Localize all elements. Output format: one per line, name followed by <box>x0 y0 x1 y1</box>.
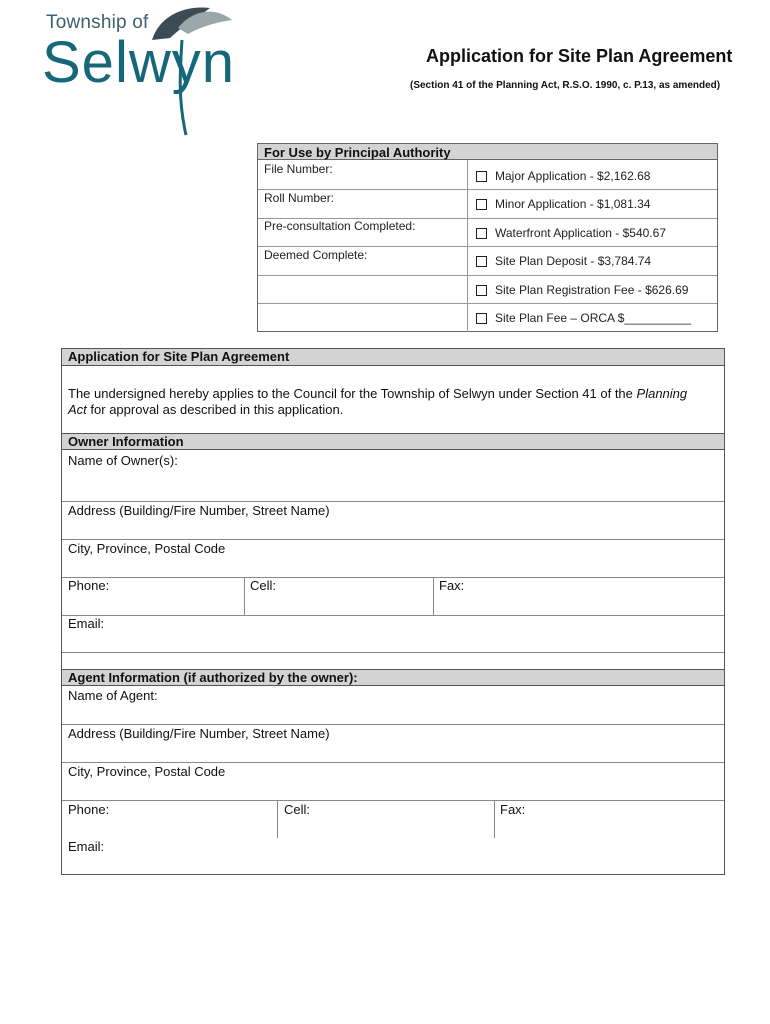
page-subtitle: (Section 41 of the Planning Act, R.S.O. 1990, c. P.13, as amended) <box>410 80 721 91</box>
owner-fax-field[interactable]: Fax: <box>439 578 465 593</box>
orca-fee-option[interactable]: Site Plan Fee – ORCA $__________ <box>476 311 691 325</box>
owner-email-field[interactable]: Email: <box>68 616 105 631</box>
row-divider <box>62 800 724 801</box>
logo-township-text: Township of <box>46 12 149 33</box>
agent-info-heading: Agent Information (if authorized by the owner): <box>62 669 724 686</box>
row-divider <box>62 762 724 763</box>
major-application-option[interactable]: Major Application - $2,162.68 <box>476 169 650 183</box>
checkbox-icon[interactable] <box>476 285 487 296</box>
owner-address-field[interactable]: Address (Building/Fire Number, Street Name) <box>68 503 330 518</box>
row-divider <box>258 275 717 276</box>
row-divider <box>62 501 724 502</box>
row-divider <box>258 189 717 190</box>
checkbox-icon[interactable] <box>476 313 487 324</box>
logo-selwyn-text: Selwyn <box>42 30 235 95</box>
site-plan-deposit-option[interactable]: Site Plan Deposit - $3,784.74 <box>476 254 651 268</box>
deemed-complete-label[interactable]: Deemed Complete: <box>264 248 368 262</box>
pre-consultation-label[interactable]: Pre-consultation Completed: <box>264 219 416 233</box>
agent-cell-field[interactable]: Cell: <box>284 802 311 817</box>
agent-city-field[interactable]: City, Province, Postal Code <box>68 764 226 779</box>
principal-authority-box <box>257 143 718 332</box>
agent-address-field[interactable]: Address (Building/Fire Number, Street Name) <box>68 726 330 741</box>
owner-city-field[interactable]: City, Province, Postal Code <box>68 541 226 556</box>
minor-application-option[interactable]: Minor Application - $1,081.34 <box>476 197 650 211</box>
checkbox-icon[interactable] <box>476 228 487 239</box>
waterfront-application-option[interactable]: Waterfront Application - $540.67 <box>476 226 666 240</box>
principal-authority-heading: For Use by Principal Authority <box>258 144 717 160</box>
owner-info-heading: Owner Information <box>62 433 724 450</box>
checkbox-icon[interactable] <box>476 256 487 267</box>
checkbox-icon[interactable] <box>476 171 487 182</box>
registration-fee-option[interactable]: Site Plan Registration Fee - $626.69 <box>476 283 688 297</box>
application-intro: The undersigned hereby applies to the Council for the Township of Selwyn under Section 41 of the Planning Act for approval as described in this application. <box>68 386 688 417</box>
row-divider <box>258 246 717 247</box>
row-divider <box>62 615 724 616</box>
owner-name-field[interactable]: Name of Owner(s): <box>68 453 178 468</box>
checkbox-icon[interactable] <box>476 199 487 210</box>
row-divider <box>258 303 717 304</box>
leaf-logo-icon <box>130 0 240 140</box>
roll-number-label[interactable]: Roll Number: <box>264 191 335 205</box>
agent-email-field[interactable]: Email: <box>68 839 105 854</box>
row-divider <box>62 652 724 653</box>
row-divider <box>62 539 724 540</box>
agent-name-field[interactable]: Name of Agent: <box>68 688 158 703</box>
owner-phone-field[interactable]: Phone: <box>68 578 110 593</box>
application-heading: Application for Site Plan Agreement <box>62 349 724 366</box>
agent-fax-field[interactable]: Fax: <box>500 802 526 817</box>
agent-phone-field[interactable]: Phone: <box>68 802 110 817</box>
row-divider <box>62 577 724 578</box>
page-title: Application for Site Plan Agreement <box>426 46 733 66</box>
application-form <box>61 348 725 875</box>
column-divider <box>494 800 495 838</box>
row-divider <box>62 724 724 725</box>
column-divider <box>277 800 278 838</box>
column-divider <box>433 577 434 615</box>
column-divider <box>244 577 245 615</box>
file-number-label[interactable]: File Number: <box>264 162 333 176</box>
owner-cell-field[interactable]: Cell: <box>250 578 277 593</box>
